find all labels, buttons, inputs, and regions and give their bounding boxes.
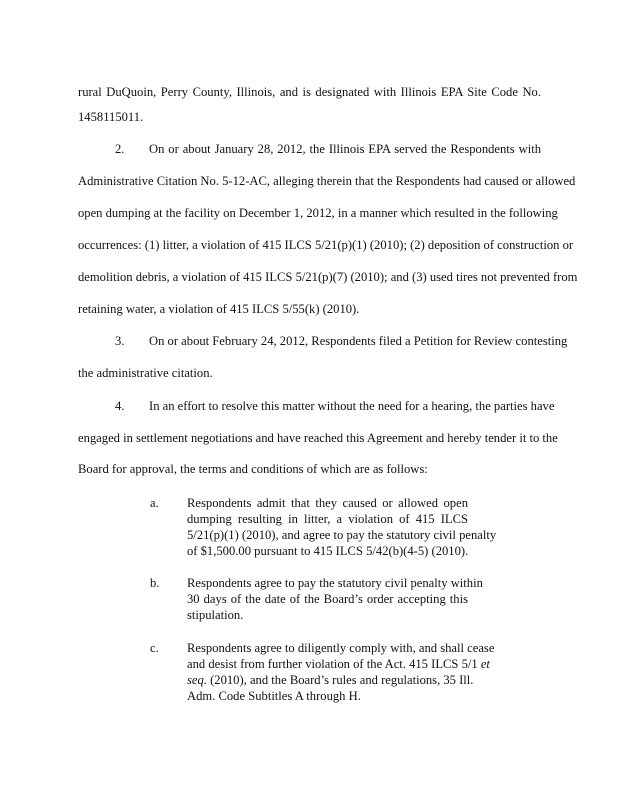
paragraph-2-line-6: retaining water, a violation of 415 ILCS 5/55(k) (2010). <box>78 302 360 316</box>
term-c-line-2 <box>187 656 490 672</box>
term-c-et: et <box>480 657 490 671</box>
paragraph-3-number: 3. <box>115 334 125 348</box>
term-a-line-1: Respondents admit that they caused or allowed open <box>187 496 468 510</box>
paragraph-2-number: 2. <box>115 142 125 156</box>
paragraph-4-line-2: engaged in settlement negotiations and have reached this Agreement and hereby tender it to the <box>78 431 558 445</box>
term-c-line-2-text: and desist from further violation of the Act. 415 ILCS 5/1 <box>187 657 478 671</box>
paragraph-4-line-1: In an effort to resolve this matter without the need for a hearing, the parties have <box>149 399 555 413</box>
term-c-line-4: Adm. Code Subtitles A through H. <box>187 689 361 703</box>
term-c-line-3-text: (2010), and the Board’s rules and regulations, 35 Ill. <box>210 673 474 687</box>
paragraph-2-line-4: occurrences: (1) litter, a violation of 415 ILCS 5/21(p)(1) (2010); (2) deposition of construction or <box>78 238 574 252</box>
term-c-label: c. <box>150 641 159 655</box>
paragraph-2-line-5: demolition debris, a violation of 415 ILCS 5/21(p)(7) (2010); and (3) used tires not prevented from <box>78 270 578 284</box>
term-a-line-4: of $1,500.00 pursuant to 415 ILCS 5/42(b)(4-5) (2010). <box>187 544 469 558</box>
paragraph-3-line-1: On or about February 24, 2012, Respondents filed a Petition for Review contesting <box>149 334 568 348</box>
paragraph-2-line-2: Administrative Citation No. 5-12-AC, alleging therein that the Respondents had caused or allowed <box>78 174 576 188</box>
term-b-line-3: stipulation. <box>187 608 244 622</box>
term-a-line-2: dumping resulting in litter, a violation of 415 ILCS <box>187 512 468 526</box>
paragraph-2-line-1: On or about January 28, 2012, the Illinois EPA served the Respondents with <box>149 142 541 156</box>
term-c-line-3 <box>187 672 474 688</box>
term-b-line-1: Respondents agree to pay the statutory civil penalty within <box>187 576 483 590</box>
term-a-line-3: 5/21(p)(1) (2010), and agree to pay the statutory civil penalty <box>187 528 497 542</box>
paragraph-4-line-3: Board for approval, the terms and conditions of which are as follows: <box>78 462 428 476</box>
term-c-line-1: Respondents agree to diligently comply with, and shall cease <box>187 641 495 655</box>
paragraph-4-number: 4. <box>115 399 125 413</box>
paragraph-2-line-3: open dumping at the facility on December 1, 2012, in a manner which resulted in the following <box>78 206 558 220</box>
term-b-line-2: 30 days of the date of the Board’s order accepting this <box>187 592 468 606</box>
paragraph-1-line-2: 1458115011. <box>78 110 144 124</box>
paragraph-1-line-1: rural DuQuoin, Perry County, Illinois, and is designated with Illinois EPA Site Code No. <box>78 85 541 99</box>
term-a-label: a. <box>150 496 159 510</box>
term-b-label: b. <box>150 576 160 590</box>
term-c-seq: seq. <box>187 673 207 687</box>
paragraph-3-line-2: the administrative citation. <box>78 366 213 380</box>
